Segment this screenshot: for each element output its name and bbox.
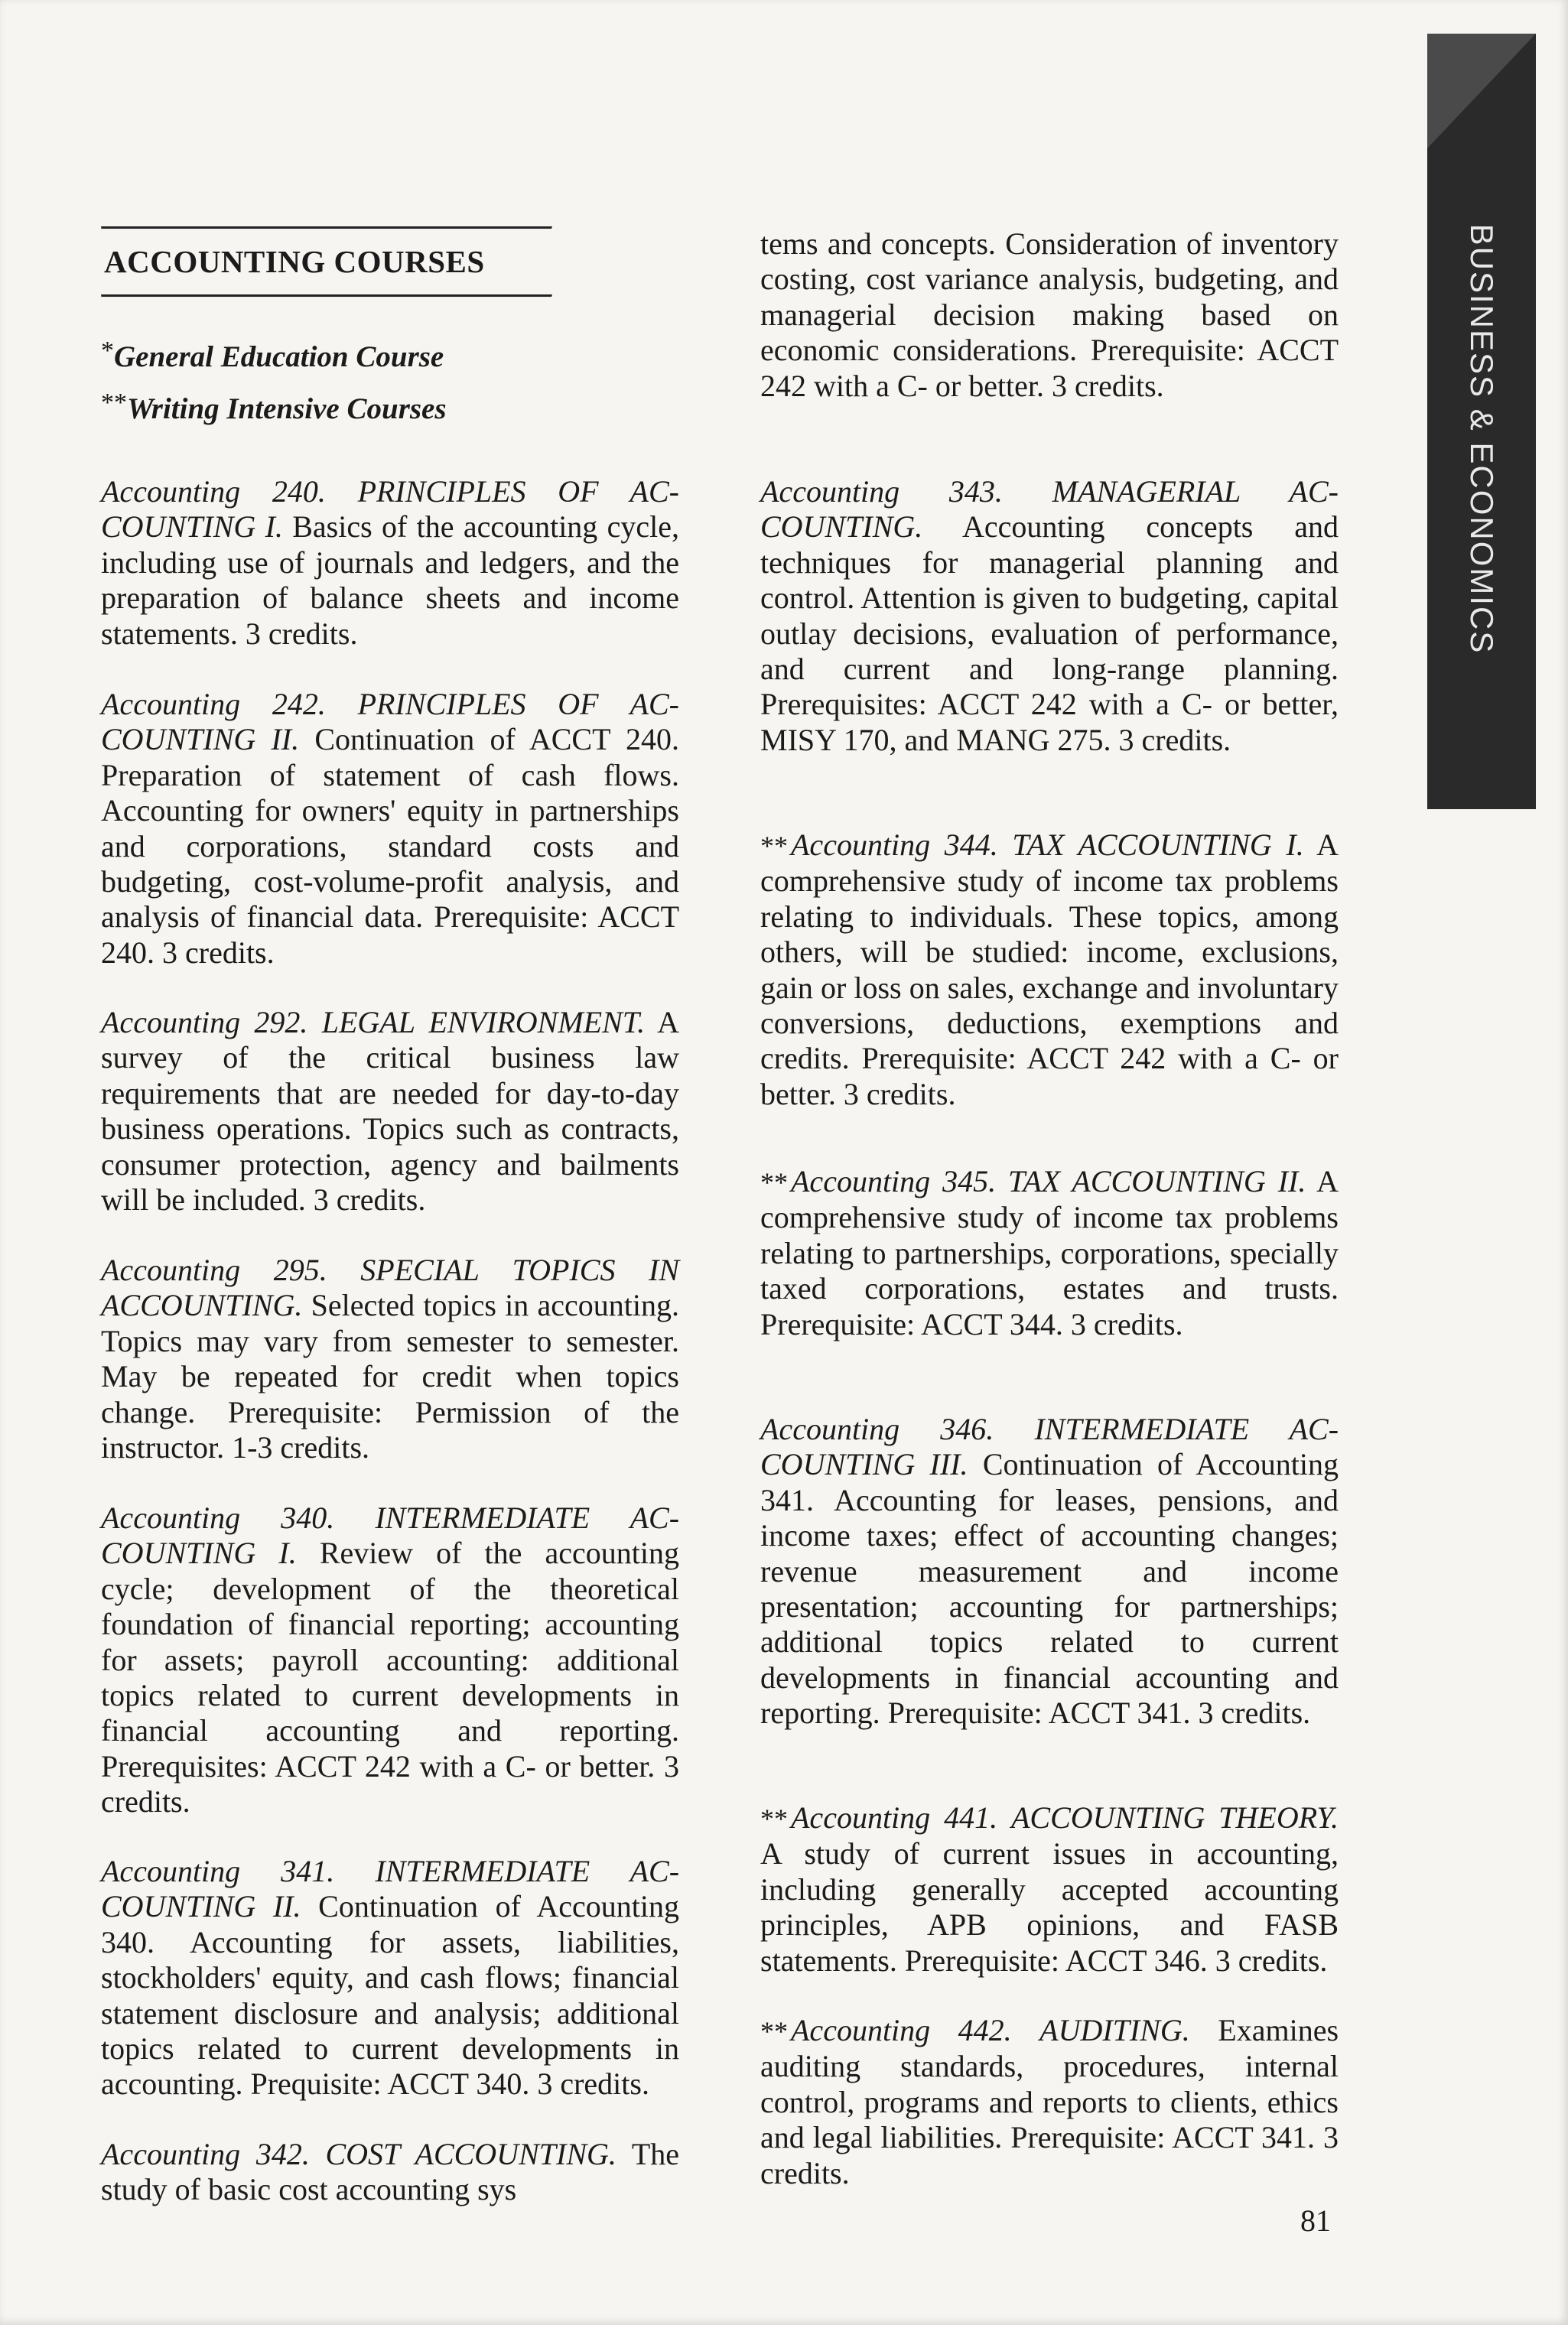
course-acct-295	[101, 1253, 679, 1465]
course-acct-346	[760, 1412, 1339, 1732]
course-acct-345	[760, 1164, 1339, 1342]
course-number: Accounting 341.	[101, 1854, 335, 1888]
course-title: TAX ACCOUNTING I.	[1012, 828, 1304, 862]
course-acct-240	[101, 474, 679, 652]
course-title: COST ACCOUNTING.	[325, 2137, 616, 2171]
course-acct-242	[101, 687, 679, 971]
course-description: A survey of the critical business law requirements that are needed for day-to-day business operations. Topics such as contracts, consumer protection, agency and bailments will be included. 3 credits.	[101, 1005, 680, 1218]
course-description: A comprehensive study of income tax problems relating to individuals. These topics, among others, will be studied: income, exclusions, gain or loss on sales, exchange and involuntary conversions, deductions, exemptions and credits. Prerequisite: ACCT 242 with a C- or better. 3 credits.	[760, 828, 1339, 1111]
section-title: ACCOUNTING COURSES	[104, 244, 485, 279]
course-title: SPECIAL TOPICS IN ACCOUNTING.	[101, 1253, 680, 1323]
course-title: ACCOUNTING THEORY.	[1010, 1800, 1339, 1835]
course-description: A study of current issues in accounting, including generally accepted accounting principles, APB opinions, and FASB statements. Prerequisite: ACCT 346. 3 credits.	[760, 1836, 1339, 1978]
tab-corner-decoration	[1427, 34, 1536, 148]
course-acct-341	[101, 1854, 679, 2102]
course-title: TAX ACCOUNTING II.	[1008, 1164, 1306, 1198]
course-acct-442	[760, 2013, 1339, 2191]
course-acct-344	[760, 828, 1339, 1112]
course-description: Examines auditing standards, procedures, internal control, programs and reports to clients, ethics and legal liabilities. Prerequisite: ACCT 341. 3 credits.	[760, 2013, 1339, 2190]
course-description: Review of the accounting cycle; development of the theoretical foundation of financial reporting; accounting for assets; payroll accounting: additional topics related to current developments in financial accounting and reporting. Prerequisites: ACCT 242 with a C- or better. 3 credits.	[101, 1536, 679, 1819]
course-number: Accounting 343.	[760, 474, 1003, 509]
writing-intensive-marker: **	[760, 831, 788, 861]
course-acct-292	[101, 1005, 679, 1218]
side-tab-label: BUSINESS & ECONOMICS	[1464, 223, 1500, 655]
course-title: MANAGERIAL ACCOUNTING.	[760, 474, 1339, 545]
course-acct-342	[101, 2137, 679, 2208]
course-number: Accounting 240.	[101, 474, 326, 509]
course-title: PRINCIPLES OF ACCOUNTING I.	[101, 474, 679, 545]
course-number: Accounting 242.	[101, 687, 326, 721]
legend-marker: *	[101, 337, 114, 365]
course-title: INTERMEDIATE ACCOUNTING I.	[101, 1501, 680, 1571]
course-number: Accounting 340.	[101, 1501, 335, 1535]
course-acct-340	[101, 1501, 679, 1820]
course-title: INTERMEDIATE ACCOUNTING II.	[101, 1854, 680, 1924]
writing-intensive-marker: **	[760, 1803, 788, 1834]
legend-general-education	[101, 337, 575, 374]
course-number: Accounting 345.	[791, 1164, 997, 1198]
legend-text: Writing Intensive Courses	[127, 392, 447, 425]
course-description-continued: tems and concepts. Consideration of inventory costing, cost variance analysis, budgeting, and managerial decision making based on economic considerations. Prerequisite: ACCT 242 with a C- or better. 3 credits.	[760, 226, 1339, 403]
course-number: Accounting 344.	[791, 828, 998, 862]
course-description: Selected topics in accounting. Topics may vary from semester to semester. May be repeated for credit when topics change. Prerequisite: Permission of the instructor. 1-3 credits.	[101, 1288, 680, 1465]
course-description: Continuation of Accounting 341. Accounting for leases, pensions, and income taxes; effect of accounting changes; revenue measurement and income presentation; accounting for partnerships; additional topics related to current developments in financial accounting and reporting. Prerequisite: ACCT 341. 3 credits.	[760, 1447, 1339, 1731]
course-number: Accounting 346.	[760, 1412, 994, 1446]
header-bottom-rule	[101, 294, 552, 298]
legend-writing-intensive	[101, 389, 575, 426]
course-acct-441	[760, 1800, 1339, 1979]
course-description: A comprehensive study of income tax problems relating to partnerships, corporations, specially taxed corporations, estates and trusts. Prerequisite: ACCT 344. 3 credits.	[760, 1164, 1339, 1341]
course-title: INTERMEDIATE ACCOUNTING III.	[760, 1412, 1339, 1482]
writing-intensive-marker: **	[760, 2016, 788, 2047]
course-acct-343	[760, 474, 1339, 758]
course-title: LEGAL ENVIRONMENT.	[321, 1005, 646, 1039]
course-number: Accounting 342.	[101, 2137, 310, 2171]
course-description: Basics of the accounting cycle, including use of journals and ledgers, and the preparation of balance sheets and income statements. 3 credits.	[101, 509, 679, 651]
course-number: Accounting 441.	[791, 1800, 998, 1835]
course-title: PRINCIPLES OF ACCOUNTING II.	[101, 687, 679, 757]
page-number: 81	[1300, 2203, 1331, 2238]
legend-marker: **	[101, 389, 127, 417]
course-description: Accounting concepts and techniques for managerial planning and control. Attention is given to budgeting, capital outlay decisions, evaluation of performance, and current and long-range planning. Prerequisites: ACCT 242 with a C- or better, MISY 170, and MANG 275. 3 credits.	[760, 509, 1339, 757]
course-description: The study of basic cost accounting sys	[101, 2137, 680, 2207]
course-title: AUDITING.	[1039, 2013, 1190, 2047]
section-side-tab	[1427, 34, 1536, 809]
section-header	[101, 226, 552, 298]
course-description: Continuation of ACCT 240. Preparation of statement of cash flows. Accounting for owners' equity in partnerships and corporations, standard costs and budgeting, cost-volume-profit analysis, and analysis of financial data. Prerequisite: ACCT 240. 3 credits.	[101, 722, 680, 970]
course-number: Accounting 292.	[101, 1005, 308, 1039]
course-number: Accounting 442.	[791, 2013, 1012, 2047]
course-acct-342-continued	[760, 226, 1339, 404]
writing-intensive-marker: **	[760, 1167, 788, 1198]
course-description: Continuation of Accounting 340. Accounting for assets, liabilities, stockholders' equity, and cash flows; financial statement disclosure and analysis; additional topics related to current developments in accounting. Prequisite: ACCT 340. 3 credits.	[101, 1889, 680, 2102]
legend-text: General Education Course	[114, 340, 444, 373]
course-number: Accounting 295.	[101, 1253, 327, 1287]
